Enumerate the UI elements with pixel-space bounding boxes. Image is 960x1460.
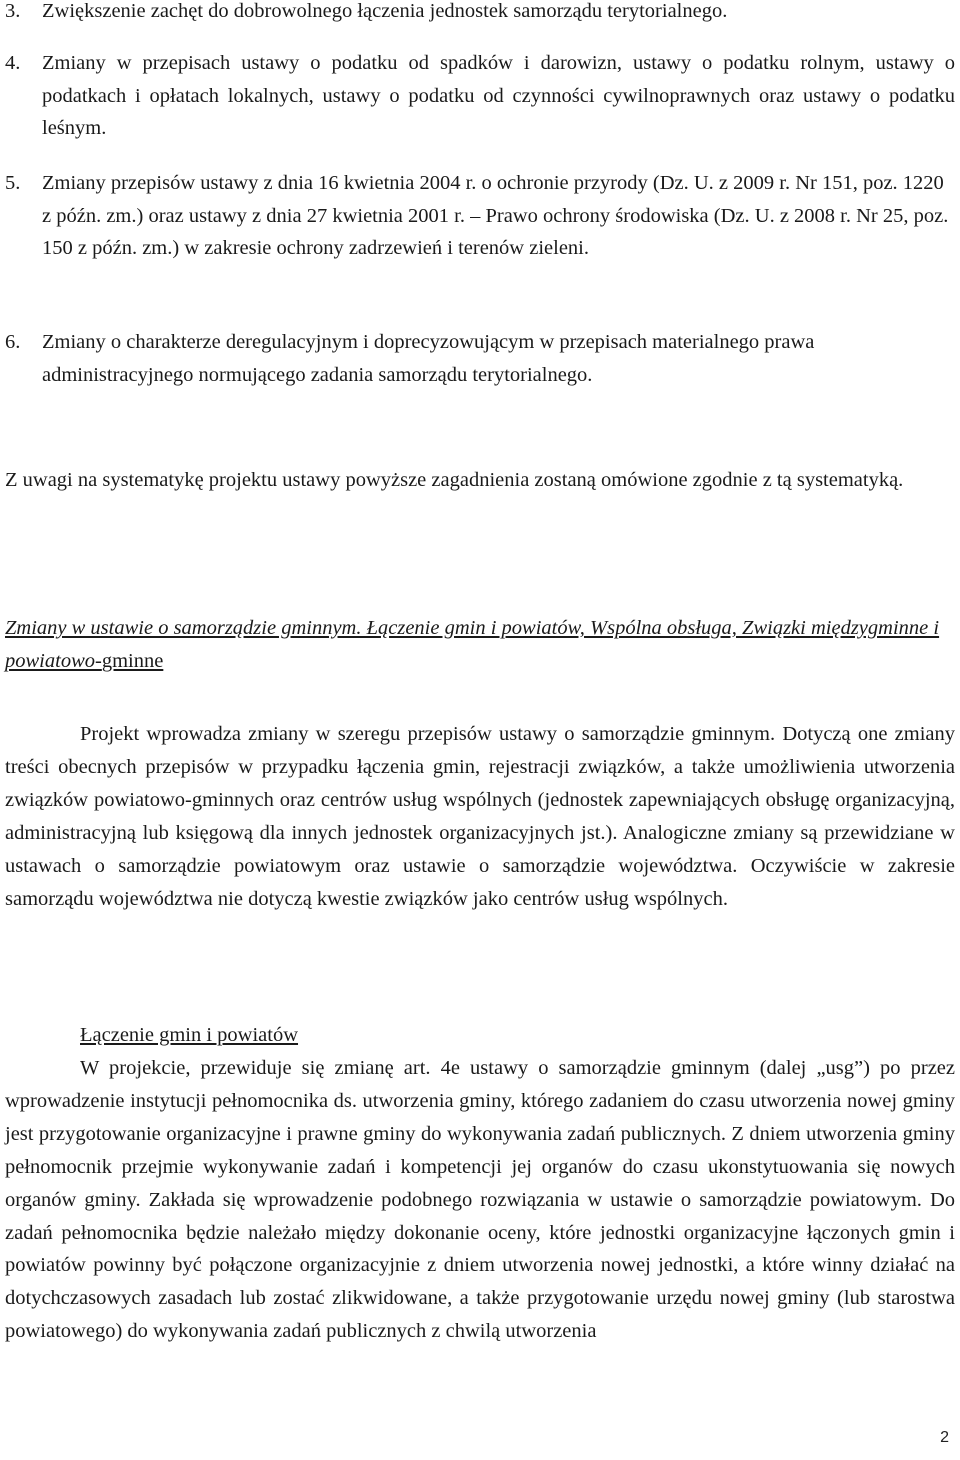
section-heading [5, 612, 955, 677]
paragraph-plenipotentiary: W projekcie, przewiduje się zmianę art. 4e ustawy o samorządzie gminnym (dalej „usg”) po przez wprowadzenie instytucji pełnomocnika ds. utworzenia gminy, którego zadaniem do czasu utworzenia nowej gminy jest przygotowanie organizacyjne i prawne gminy do wykonywania zadań publicznych. Z dniem utworzenia gminy pełnomocnik przejmie wykonywanie zadań i kompetencji jej organów do czasu ukonstytuowania się nowych organów gminy. Zakłada się wprowadzenie podobnego rozwiązania w ustawie o samorządzie powiatowym. Do zadań pełnomocnika będzie należało między dokonanie oceny, które jednostki organizacyjne łączonych gmin i powiatów powinny być połączone organizacyjnie z dniem utworzenia nowej jednostki, a które winny działać na dotychczasowych zasadach lub zostać zlikwidowane, a także przygotowanie urzędu nowej gminy (lub starostwa powiatowego) do wykonywania zadań publicznych z chwilą utworzenia [5, 1057, 955, 1343]
list-text: Zwiększenie zachęt do dobrowolnego łączenia jednostek samorządu terytorialnego. [42, 0, 728, 22]
systematics-remark: Z uwagi na systematykę projektu ustawy powyższe zagadnienia zostaną omówione zgodnie z tą systematyką. [5, 469, 904, 491]
section-heading-tail: gminne [101, 649, 164, 672]
list-number: 6. [5, 331, 21, 353]
list-text: Zmiany w przepisach ustawy o podatku od spadków i darowizn, ustawy o podatku rolnym, ustawy o podatkach i opłatach lokalnych, ustawy o podatku od czynności cywilnoprawnych oraz ustawy o podatku leśnym. [42, 52, 955, 140]
subheading-merging: Łączenie gmin i powiatów [80, 1024, 299, 1046]
list-number: 5. [5, 172, 21, 194]
list-text: Zmiany przepisów ustawy z dnia 16 kwietnia 2004 r. o ochronie przyrody (Dz. U. z 2009 r. Nr 151, poz. 1220 z późn. zm.) oraz ustawy z dnia 27 kwietnia 2001 r. – Prawo ochrony środowiska (Dz. U. z 2008 r. Nr 25, poz. 150 z późn. zm.) w zakresie ochrony zadrzewień i terenów zieleni. [42, 172, 949, 260]
list-item [5, 326, 955, 391]
list-item [5, 167, 955, 265]
list-number: 4. [5, 52, 21, 74]
section-heading-italic: Zmiany w ustawie o samorządzie gminnym. Łączenie gmin i powiatów, Wspólna obsługa, Związki międzygminne i powiatowo- [5, 617, 940, 672]
list-item [5, 0, 955, 28]
paragraph-usg-changes: Projekt wprowadza zmiany w szeregu przepisów ustawy o samorządzie gminnym. Dotyczą one zmiany treści obecnych przepisów w przypadku łączenia gmin, rejestracji związków, a także umożliwienia utworzenia związków powiatowo-gminnych oraz centrów usług wspólnych (jednostek zapewniających obsługę organizacyjną, administracyjną lub księgową dla innych jednostek organizacyjnych jst.). Analogiczne zmiany są przewidziane w ustawach o samorządzie powiatowym oraz ustawie o samorządzie województwa. Oczywiście w zakresie samorządu województwa nie dotyczą kwestie związków jako centrów usług wspólnych. [5, 723, 955, 910]
list-text: Zmiany o charakterze deregulacyjnym i doprecyzowującym w przepisach materialnego prawa administracyjnego normującego zadania samorządu terytorialnego. [42, 331, 815, 386]
document-page [5, 0, 955, 1460]
list-number: 3. [5, 0, 21, 22]
page-number: 2 [940, 1429, 949, 1446]
list-item [5, 47, 955, 145]
